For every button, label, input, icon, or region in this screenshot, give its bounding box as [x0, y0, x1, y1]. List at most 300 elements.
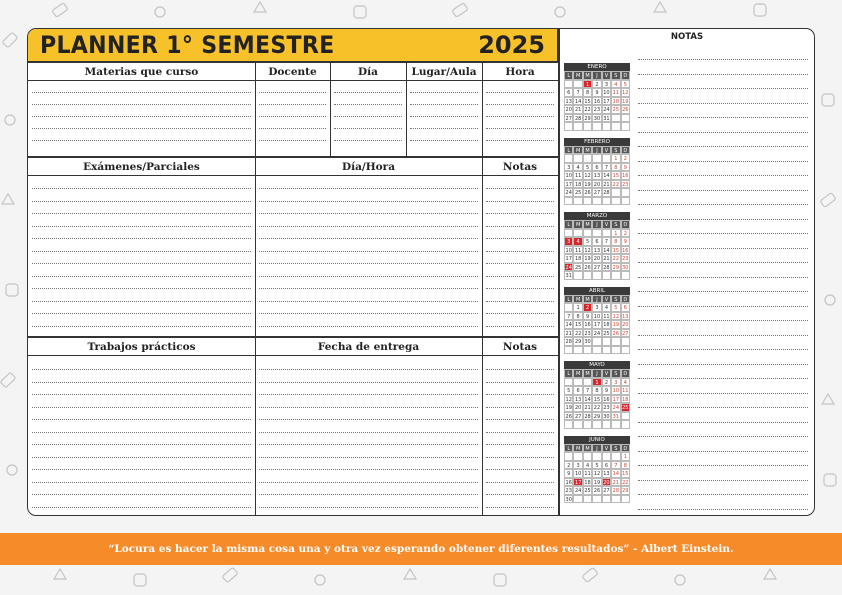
paperclip-icon [822, 94, 834, 106]
calendar-day: 23 [584, 330, 591, 337]
calendar-day: 8 [592, 386, 601, 395]
calendar-day: 3 [611, 378, 620, 387]
paperclip-icon [354, 6, 366, 18]
calendar-day: 17 [593, 322, 601, 328]
weekday-header: D [621, 369, 630, 378]
ruled-line [638, 277, 808, 278]
calendar-day: 16 [565, 479, 572, 486]
calendar-day: 1 [573, 303, 582, 312]
ruled-line [32, 382, 251, 383]
weekday-header: J [592, 369, 601, 378]
ruled-line [638, 161, 808, 162]
pencil-icon [2, 32, 18, 48]
calendar-days-grid [564, 220, 630, 280]
calendar-day: 28 [612, 488, 620, 494]
calendar-day [592, 337, 601, 346]
calendar-day: 5 [592, 461, 601, 470]
calendar-day: 22 [584, 107, 591, 113]
calendar-day: 10 [574, 471, 582, 477]
weekday-header: L [564, 295, 573, 304]
ruled-line [32, 226, 251, 227]
weekday-header: D [621, 295, 630, 304]
ruled-line [259, 432, 478, 433]
weekday-header: L [564, 444, 573, 453]
eraser-icon [654, 2, 666, 12]
calendar-day: 7 [573, 88, 582, 97]
weekday-header: S [611, 146, 620, 155]
calendar-day: 22 [612, 181, 620, 188]
ruled-line [410, 116, 478, 117]
eraser-icon [764, 569, 776, 579]
ruled-line [486, 313, 554, 314]
calendar-febrero [564, 138, 630, 206]
quote-text: “Locura es hacer la misma cosa una y otra vez esperando obtener diferentes resultados” - Albert Einstein. [108, 543, 734, 555]
ruled-line [486, 469, 554, 470]
calendar-day [621, 412, 630, 421]
calendar-day [602, 452, 611, 461]
calendar-day: 8 [611, 237, 620, 246]
calendar-day: 2 [564, 461, 573, 470]
pencil-icon [0, 372, 16, 387]
ruled-line [486, 407, 554, 408]
calendar-day [621, 495, 630, 504]
calendar-day: 31 [603, 115, 610, 122]
calendar-day: 17 [565, 181, 572, 188]
calendar-day [583, 229, 592, 238]
ruled-line [486, 201, 554, 202]
ruled-line [486, 326, 554, 327]
pushpin-icon [555, 7, 565, 17]
weekday-header: L [564, 146, 573, 155]
ruled-line [638, 204, 808, 205]
weekday-header: L [564, 369, 573, 378]
ruled-line [259, 213, 478, 214]
ruled-line [638, 451, 808, 452]
calendar-day: 22 [622, 479, 629, 486]
calendar-day: 7 [583, 386, 592, 395]
calendar-day [621, 188, 630, 197]
calendar-day: 7 [564, 312, 573, 321]
calendar-day: 15 [584, 98, 591, 105]
planner-card [27, 28, 815, 516]
ruled-line [638, 335, 808, 336]
ruled-line [334, 140, 402, 141]
pushpin-icon [5, 115, 15, 125]
ruled-line [259, 140, 326, 141]
divider-assignments-header [28, 355, 558, 356]
calendar-day [621, 197, 630, 206]
ruled-line [486, 128, 554, 129]
calendar-day: 11 [574, 173, 582, 179]
ruled-line [334, 104, 402, 105]
header-due-date: Fecha de entrega [317, 341, 420, 353]
weekday-header: S [611, 71, 620, 80]
calendar-day: 5 [611, 303, 620, 312]
ruled-line [259, 201, 478, 202]
ruled-line [32, 494, 251, 495]
ruled-line [32, 238, 251, 239]
calendar-day: 20 [622, 322, 629, 328]
calendar-day: 25 [584, 488, 591, 494]
calendar-day: 4 [573, 163, 582, 172]
calendar-day: 12 [622, 90, 629, 96]
paperclip-icon [6, 284, 18, 296]
pencil-icon [820, 193, 836, 208]
calendar-day [564, 80, 573, 89]
calendar-day: 11 [584, 471, 591, 477]
calendar-day: 25 [574, 264, 582, 271]
ruled-line [486, 251, 554, 252]
pushpin-icon [675, 575, 685, 585]
weekday-header: M [573, 220, 582, 229]
ruled-line [486, 419, 554, 420]
divider-notes-column [558, 29, 560, 516]
ruled-line [259, 326, 478, 327]
calendar-day: 24 [565, 190, 572, 196]
ruled-line [32, 140, 251, 141]
ruled-line [638, 74, 808, 75]
calendar-day [592, 346, 601, 355]
calendar-day: 8 [611, 163, 620, 172]
ruled-line [259, 301, 478, 302]
ruled-line [410, 92, 478, 93]
calendar-day: 12 [565, 396, 572, 403]
ruled-line [334, 116, 402, 117]
ruled-line [32, 301, 251, 302]
calendar-day: 5 [564, 386, 573, 395]
pencil-icon [452, 3, 468, 17]
calendar-month-name: FEBRERO [564, 138, 630, 146]
weekday-header: L [564, 220, 573, 229]
calendar-mayo [564, 361, 630, 429]
calendar-day: 10 [593, 313, 601, 320]
ruled-line [32, 432, 251, 433]
calendar-day [611, 495, 620, 504]
weekday-header: M [583, 220, 592, 229]
calendar-day: 7 [611, 461, 620, 470]
calendar-day [564, 229, 573, 238]
calendar-day [611, 114, 620, 123]
calendar-day: 20 [603, 479, 610, 486]
pushpin-icon [155, 7, 165, 17]
ruled-line [32, 482, 251, 483]
ruled-line [638, 494, 808, 495]
calendar-day: 16 [622, 173, 629, 179]
weekday-header: V [602, 220, 611, 229]
ruled-line [638, 465, 808, 466]
divider-assignments-top [28, 336, 558, 338]
pencil-icon [52, 3, 68, 18]
calendar-day [602, 122, 611, 131]
ruled-line [32, 507, 251, 508]
weekday-header: D [621, 220, 630, 229]
calendar-day: 16 [603, 396, 610, 403]
calendar-day [592, 495, 601, 504]
calendar-days-grid [564, 369, 630, 429]
calendar-day: 12 [612, 313, 620, 320]
calendar-day: 6 [621, 303, 630, 312]
ruled-line [259, 226, 478, 227]
calendar-day: 3 [564, 163, 573, 172]
ruled-line [259, 482, 478, 483]
calendar-day: 6 [564, 88, 573, 97]
weekday-header: M [583, 295, 592, 304]
calendar-day: 18 [584, 479, 591, 486]
calendar-day: 28 [574, 115, 582, 122]
calendar-day: 24 [593, 330, 601, 337]
calendar-day [611, 346, 620, 355]
calendar-day [564, 452, 573, 461]
calendar-day [611, 420, 620, 429]
calendar-day [592, 452, 601, 461]
calendar-day [621, 114, 630, 123]
calendar-day: 30 [565, 496, 572, 503]
ruled-line [486, 507, 554, 508]
calendar-day: 15 [593, 396, 601, 403]
calendar-day: 9 [621, 163, 630, 172]
calendar-day: 21 [603, 181, 610, 188]
calendar-day: 2 [592, 80, 601, 89]
calendar-day: 26 [584, 264, 591, 271]
calendar-day: 13 [603, 471, 610, 477]
eraser-icon [404, 569, 416, 579]
calendar-day [592, 271, 601, 280]
ruled-line [638, 59, 808, 60]
weekday-header: D [621, 444, 630, 453]
calendar-day: 15 [612, 247, 620, 254]
weekday-header: L [564, 71, 573, 80]
ruled-line [259, 263, 478, 264]
divider-header-row [28, 62, 558, 63]
calendar-day: 13 [565, 98, 572, 105]
calendar-day: 19 [584, 181, 591, 188]
pencil-icon [222, 567, 238, 582]
calendar-day: 8 [573, 312, 582, 321]
eraser-icon [254, 2, 266, 12]
ruled-line [638, 291, 808, 292]
calendar-day: 4 [611, 80, 620, 89]
calendar-day: 25 [603, 330, 610, 337]
weekday-header: M [583, 146, 592, 155]
calendar-day: 21 [584, 405, 591, 411]
ruled-line [486, 288, 554, 289]
ruled-line [638, 364, 808, 365]
calendar-abril [564, 287, 630, 355]
calendar-day: 29 [584, 115, 591, 122]
calendar-day: 11 [622, 388, 629, 394]
calendar-day [602, 346, 611, 355]
weekday-header: D [621, 71, 630, 80]
ruled-line [32, 104, 251, 105]
ruled-line [32, 128, 251, 129]
calendar-day: 5 [583, 237, 592, 246]
calendar-day: 18 [612, 98, 620, 105]
pencil-icon [582, 567, 598, 582]
ruled-line [259, 276, 478, 277]
calendar-day: 13 [574, 396, 582, 403]
calendar-day: 24 [565, 264, 572, 271]
ruled-line [486, 394, 554, 395]
ruled-line [638, 103, 808, 104]
weekday-header: M [573, 444, 582, 453]
calendar-day: 22 [593, 405, 601, 411]
ruled-line [486, 140, 554, 141]
calendar-month-name: MARZO [564, 212, 630, 220]
calendar-junio [564, 436, 630, 504]
calendar-day [621, 122, 630, 131]
calendar-day: 11 [574, 247, 582, 254]
ruled-line [259, 394, 478, 395]
ruled-line [410, 140, 478, 141]
calendar-day [592, 122, 601, 131]
calendar-day: 26 [584, 190, 591, 196]
ruled-line [486, 369, 554, 370]
calendar-day [564, 346, 573, 355]
calendar-day [583, 271, 592, 280]
calendar-day: 18 [603, 322, 610, 328]
calendar-day: 27 [565, 115, 572, 122]
calendar-day: 10 [565, 247, 572, 254]
eraser-icon [54, 569, 66, 579]
calendar-day: 7 [602, 163, 611, 172]
calendar-day [583, 122, 592, 131]
calendar-day: 18 [622, 396, 629, 403]
paperclip-icon [754, 4, 766, 16]
calendar-day [564, 420, 573, 429]
calendar-day: 19 [584, 256, 591, 262]
calendar-day [602, 337, 611, 346]
header-exam-date: Día/Hora [342, 161, 395, 173]
ruled-line [638, 509, 808, 510]
calendar-day: 28 [565, 339, 572, 345]
ruled-line [32, 92, 251, 93]
header-assignment-notes: Notas [502, 341, 538, 353]
calendar-day: 30 [584, 339, 591, 345]
calendar-day [573, 495, 582, 504]
weekday-header: V [602, 146, 611, 155]
calendar-day: 13 [593, 173, 601, 179]
weekday-header: M [573, 146, 582, 155]
calendar-day: 23 [622, 256, 629, 262]
ruled-line [638, 320, 808, 321]
weekday-header: J [592, 71, 601, 80]
ruled-line [486, 457, 554, 458]
ruled-line [486, 432, 554, 433]
quote-band [0, 533, 842, 565]
calendar-day: 3 [564, 237, 573, 246]
header-day: Día [358, 66, 378, 78]
ruled-line [32, 394, 251, 395]
calendar-day: 10 [603, 90, 610, 96]
ruled-line [259, 469, 478, 470]
ruled-line [486, 116, 554, 117]
calendar-day: 14 [603, 173, 610, 179]
calendar-day: 30 [593, 115, 601, 122]
calendar-day: 12 [593, 471, 601, 477]
calendar-day: 1 [621, 452, 630, 461]
ruled-line [638, 422, 808, 423]
calendar-day [621, 420, 630, 429]
paperclip-icon [824, 474, 836, 486]
header-time: Hora [505, 66, 535, 78]
calendar-day: 1 [592, 378, 601, 387]
ruled-line [486, 482, 554, 483]
calendar-day: 10 [565, 173, 572, 179]
calendar-day: 9 [592, 88, 601, 97]
calendar-day: 4 [602, 303, 611, 312]
calendar-day: 2 [583, 303, 592, 312]
calendar-day: 28 [603, 190, 610, 196]
ruled-line [259, 369, 478, 370]
calendar-day: 26 [622, 107, 629, 113]
calendar-day [564, 303, 573, 312]
calendar-day: 9 [583, 312, 592, 321]
ruled-line [32, 326, 251, 327]
calendar-month-name: ENERO [564, 63, 630, 71]
calendar-day: 8 [621, 461, 630, 470]
ruled-line [486, 494, 554, 495]
calendar-day: 24 [603, 107, 610, 113]
ruled-line [259, 288, 478, 289]
eraser-icon [2, 194, 14, 204]
calendar-day [602, 420, 611, 429]
ruled-line [259, 251, 478, 252]
calendar-day: 10 [612, 388, 620, 394]
ruled-line [334, 128, 402, 129]
calendar-day: 26 [612, 330, 620, 337]
pushpin-icon [315, 575, 325, 585]
ruled-line [32, 419, 251, 420]
calendar-days-grid [564, 146, 630, 206]
calendar-day [592, 154, 601, 163]
calendar-day: 28 [603, 264, 610, 271]
calendar-day: 20 [565, 107, 572, 113]
weekday-header: S [611, 444, 620, 453]
ruled-line [638, 219, 808, 220]
ruled-line [638, 132, 808, 133]
calendar-day [602, 229, 611, 238]
calendar-day: 4 [621, 378, 630, 387]
weekday-header: S [611, 369, 620, 378]
calendar-day: 19 [622, 98, 629, 105]
calendar-day [621, 271, 630, 280]
calendar-day [583, 197, 592, 206]
calendar-day: 5 [583, 163, 592, 172]
calendar-day: 16 [593, 98, 601, 105]
calendar-day [602, 154, 611, 163]
calendar-day [573, 420, 582, 429]
ruled-line [638, 248, 808, 249]
calendar-day: 2 [621, 154, 630, 163]
calendar-marzo [564, 212, 630, 280]
ruled-line [410, 128, 478, 129]
ruled-line [638, 306, 808, 307]
calendar-day: 3 [573, 461, 582, 470]
calendar-day: 22 [574, 330, 582, 337]
calendar-month-name: ABRIL [564, 287, 630, 295]
calendar-day [573, 229, 582, 238]
calendar-day [573, 271, 582, 280]
header-teacher: Docente [268, 66, 317, 78]
calendar-days-grid [564, 295, 630, 355]
calendar-day [583, 154, 592, 163]
ruled-line [486, 263, 554, 264]
header-place: Lugar/Aula [411, 66, 477, 78]
calendar-day [564, 154, 573, 163]
calendar-days-grid [564, 71, 630, 131]
title-bar [28, 29, 558, 62]
weekday-header: S [611, 220, 620, 229]
